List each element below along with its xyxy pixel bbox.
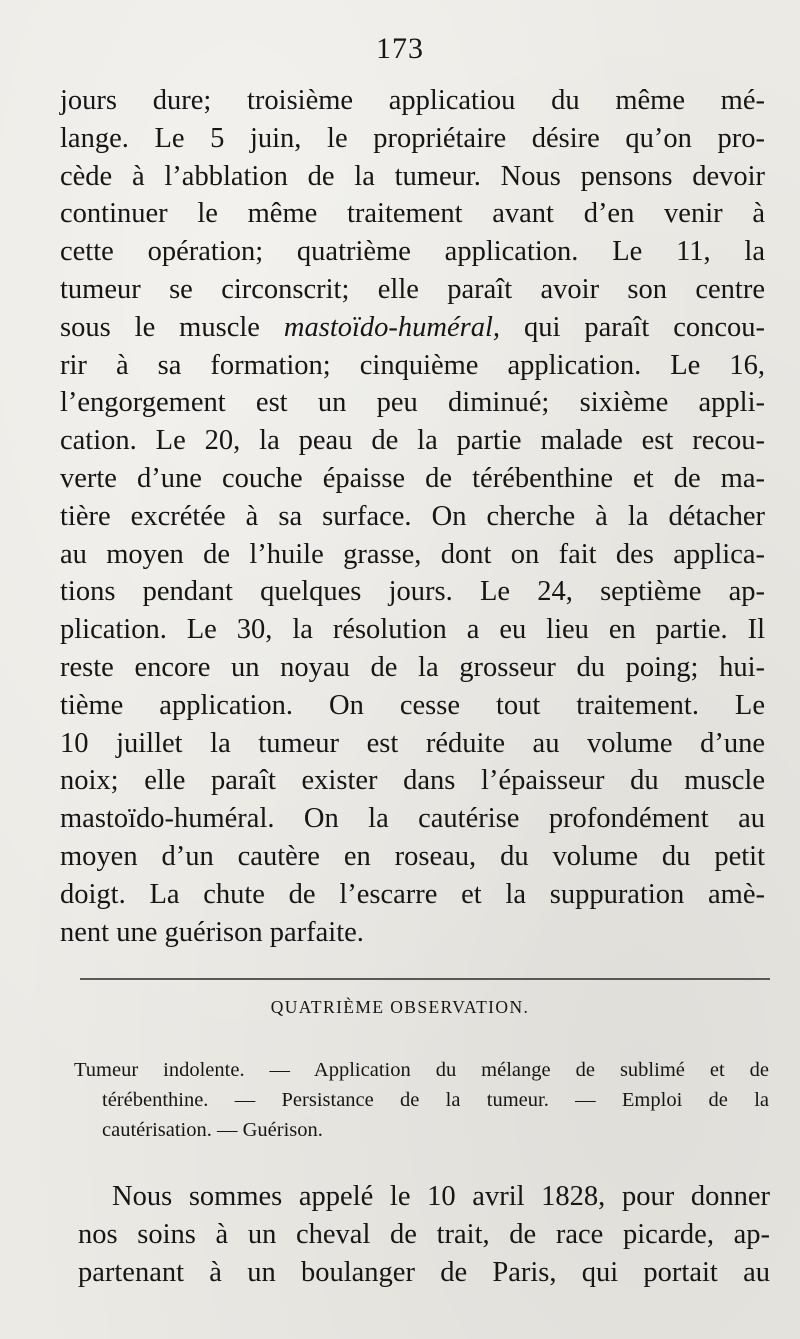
text-line: reste encore un noyau de la grosseur du poing; hui- [60, 651, 765, 683]
paragraph-2 [78, 1178, 770, 1291]
text-line: cette opération; quatrième application. Le 11, la [60, 236, 765, 268]
text-line: verte d’une couche épaisse de térébenthine et de ma- [60, 462, 765, 494]
text-line: nos soins à un cheval de trait, de race picarde, ap- [78, 1218, 770, 1250]
text-line: Nous sommes appelé le 10 avril 1828, pour donner [112, 1181, 770, 1212]
text-line: rir à sa formation; cinquième application. Le 16, [60, 349, 765, 381]
text-fragment: sous le muscle [60, 311, 260, 343]
text-line: partenant à un boulanger de Paris, qui portait au [78, 1256, 770, 1288]
text-line [60, 309, 765, 347]
text-line: plication. Le 30, la résolution a eu lieu en partie. Il [60, 614, 765, 646]
text-line: cation. Le 20, la peau de la partie malade est recou- [60, 425, 765, 457]
text-line: l’engorgement est un peu diminué; sixième appli- [60, 387, 765, 419]
text-line: au moyen de l’huile grasse, dont on fait des applica- [60, 538, 765, 570]
text-line: continuer le même traitement avant d’en venir à [60, 198, 765, 230]
text-line: noix; elle paraît exister dans l’épaisseur du muscle [60, 765, 765, 797]
text-line: doigt. La chute de l’escarre et la suppuration amè- [60, 878, 765, 910]
text-line: jours dure; troisième applicatiou du même mé- [60, 85, 765, 116]
text-line: nent une guérison parfaite. [60, 916, 364, 948]
section-divider [80, 978, 770, 980]
observation-summary [74, 1055, 769, 1145]
text-line: 10 juillet la tumeur est réduite au volume d’une [60, 727, 765, 759]
page-number: 173 [376, 32, 424, 65]
text-line: tième application. On cesse tout traitement. Le [60, 689, 765, 721]
text-line: tumeur se circonscrit; elle paraît avoir son centre [60, 273, 765, 305]
italic-term: mastoïdo-huméral, [283, 311, 501, 343]
paragraph-1 [60, 82, 765, 951]
text-line: mastoïdo-huméral. On la cautérise profondément au [60, 803, 765, 835]
summary-line: térébenthine. — Persistance de la tumeur. — Emploi de la [102, 1089, 769, 1111]
text-line: moyen d’un cautère en roseau, du volume du petit [60, 840, 765, 872]
text-line: tière excrétée à sa surface. On cherche à la détacher [60, 500, 765, 532]
text-line: tions pendant quelques jours. Le 24, septième ap- [60, 576, 765, 608]
summary-line: cautérisation. — Guérison. [102, 1119, 323, 1141]
text-line: cède à l’abblation de la tumeur. Nous pensons devoir [60, 160, 765, 192]
summary-line: Tumeur indolente. — Application du mélange de sublimé et de [74, 1059, 769, 1081]
text-fragment: qui paraît concou- [523, 311, 766, 343]
section-heading: QUATRIÈME OBSERVATION. [270, 997, 530, 1017]
text-line: lange. Le 5 juin, le propriétaire désire qu’on pro- [60, 122, 765, 154]
